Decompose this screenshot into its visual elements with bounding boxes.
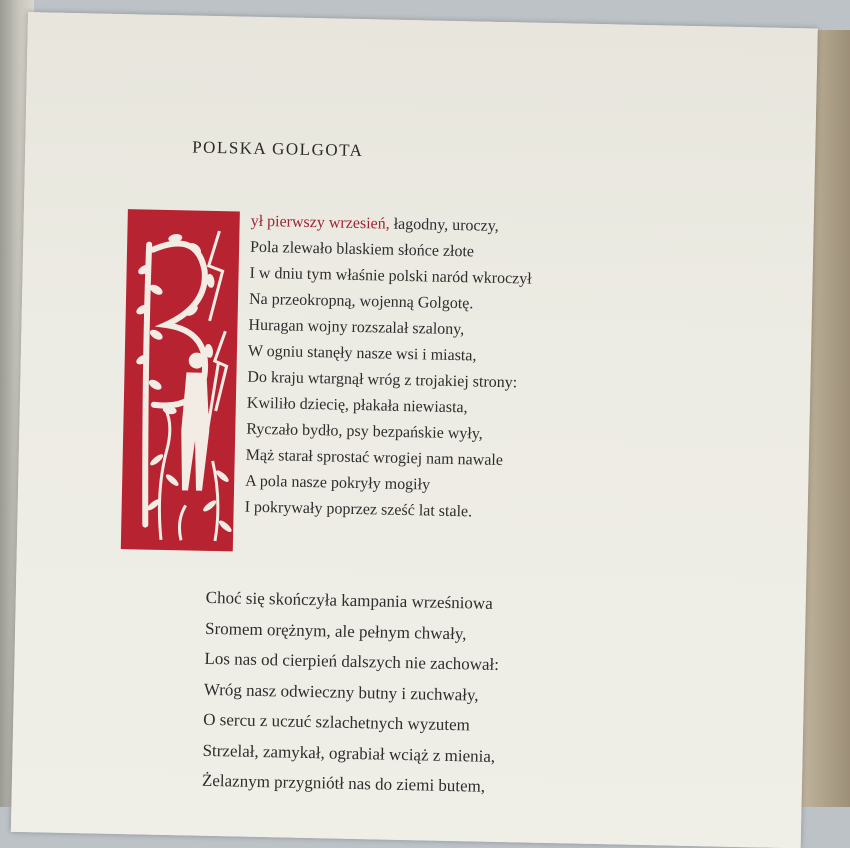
book-page: [11, 12, 818, 848]
poem-line: Wróg nasz odwieczny butny i zuchwały,: [203, 679, 479, 705]
soldier-woodcut-illustration: [121, 209, 240, 551]
poem-line: Sromem orężnym, ale pełnym chwały,: [204, 618, 467, 643]
poem-line: Strzelał, zamykał, ograbiał wciąż z mienia,: [202, 740, 496, 766]
poem-line: Mąż starał sprostać wrogiej nam nawale: [245, 446, 504, 470]
poem-line: I pokrywały poprzez sześć lat stale.: [244, 498, 473, 521]
stanza-2: [202, 583, 501, 803]
decorated-initial-letter: [121, 209, 240, 551]
poem-line: Los nas od cierpień dalszych nie zachował:: [204, 648, 500, 675]
poem-line: Żelaznym przygniótł nas do ziemi butem,: [201, 770, 486, 796]
poem-line: Choć się skończyła kampania wrześniowa: [205, 587, 493, 613]
poem-line: Kwiliło dziecię, płakała niewiasta,: [246, 394, 468, 417]
poem-line: Ryczało bydło, psy bezpańskie wyły,: [246, 420, 483, 443]
poem-line: W ogniu stanęły nasze wsi i miasta,: [247, 342, 477, 365]
poem-line: Pola zlewało blaskiem słońce złote: [249, 238, 475, 261]
first-line-text: łagodny, uroczy,: [389, 215, 499, 235]
poem-line: Do kraju wtargnął wróg z trojakiej strony:: [247, 368, 518, 392]
poem-line: Huragan wojny rozszalał szalony,: [248, 316, 465, 339]
poem-line: Na przeokropną, wojenną Golgotę.: [248, 290, 474, 313]
first-line-red-text: ył pierwszy wrzesień,: [250, 212, 390, 233]
poem-line: I w dniu tym właśnie polski naród wkroczył: [249, 264, 532, 288]
poem-title: POLSKA GOLGOTA: [192, 137, 364, 161]
poem-line: A pola nasze pokryły mogiły: [245, 472, 431, 494]
stanza-1: [244, 209, 533, 527]
poem-line: O sercu z uczuć szlachetnych wyzutem: [203, 709, 471, 735]
